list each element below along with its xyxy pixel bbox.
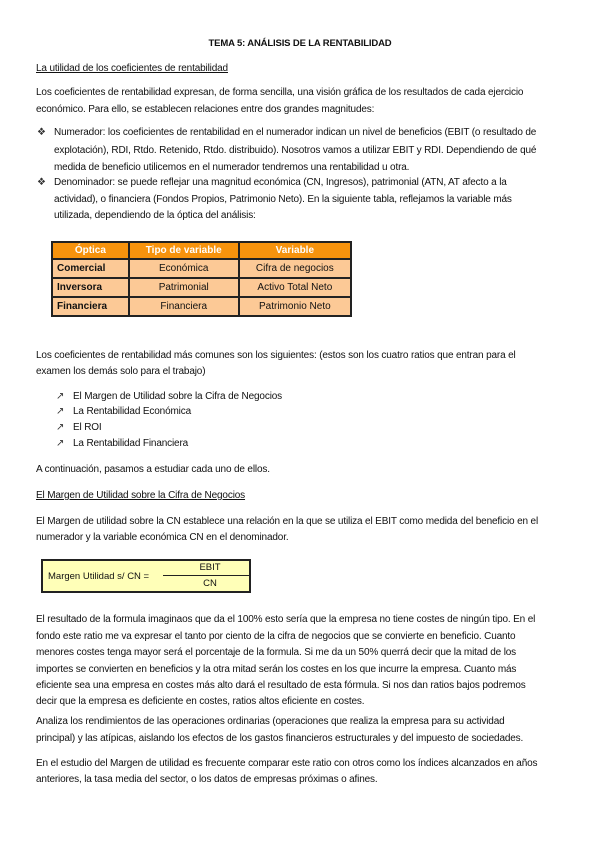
table-header-row [52,242,351,259]
bullet-line: utilizada, dependiendo de la óptica del análisis: [54,210,256,221]
paragraph-line: El resultado de la formula imaginaos que da el 100% esto sería que la empresa no tiene costes de ningún tipo. En el [36,614,536,625]
paragraph-line: Analiza los rendimientos de las operaciones ordinarias (operaciones que realiza la empresa para su actividad [36,716,505,727]
table-cell: Inversora [52,278,129,297]
paragraph-line: principal) y las atípicas, aislando los efectos de los gastos financieros estructurales y del impuesto de sociedades. [36,733,524,744]
ratio-list-item: La Rentabilidad Económica [73,406,191,417]
table-cell: Financiera [52,297,129,316]
arrow-bullet-icon: ↗ [56,406,65,417]
arrow-bullet-icon: ↗ [56,438,65,449]
paragraph-line: Los coeficientes de rentabilidad expresan, de forma sencilla, una visión gráfica de los resultados de cada ejercicio [36,87,524,98]
section-heading: La utilidad de los coeficientes de rentabilidad [36,63,228,74]
variables-table [51,241,352,317]
column-header: Tipo de variable [129,242,239,259]
paragraph-line: numerador y la variable económica CN en el denominador. [36,532,289,543]
table-row [52,259,351,278]
paragraph-line: Los coeficientes de rentabilidad más comunes son los siguientes: (estos son los cuatro ratios que entran para el [36,350,516,361]
diamond-bullet-icon: ❖ [37,177,46,188]
table-cell: Patrimonial [129,278,239,297]
formula-label: Margen Utilidad s/ CN = [48,571,150,582]
ratio-list-item: El ROI [73,422,102,433]
formula-box [41,559,251,593]
document-title: TEMA 5: ANÁLISIS DE LA RENTABILIDAD [208,38,392,49]
paragraph-line: económico. Para ello, se establecen relaciones entre dos grandes magnitudes: [36,104,375,115]
bullet-line: medida de beneficio utilicemos en el numerador tendremos una rentabilidad u otra. [54,162,410,173]
paragraph-line: A continuación, pasamos a estudiar cada uno de ellos. [36,464,270,475]
paragraph-line: examen los demás solo para el trabajo) [36,366,206,377]
column-header: Variable [239,242,351,259]
table-cell: Patrimonio Neto [239,297,351,316]
paragraph-line: decir que la empresa es deficiente en costes, ratios altos eficiente en costes. [36,696,365,707]
column-header: Óptica [52,242,129,259]
bullet-line: Denominador: se puede reflejar una magnitud económica (CN, Ingresos), patrimonial (ATN, AT afecto a la [54,177,507,188]
paragraph-line: anteriores, la tasa media del sector, o los datos de empresas próximas o afines. [36,774,378,785]
bullet-line: explotación), RDI, Rtdo. Retenido, Rtdo. distribuido). Nosotros vamos a utilizar EBIT y RDI. Dependiendo de qué [54,145,537,156]
bullet-line: actividad), o financiera (Fondos Propios, Patrimonio Neto). En la siguiente tabla, reflejamos la variable más [54,194,512,205]
ratio-list-item: El Margen de Utilidad sobre la Cifra de Negocios [73,391,283,402]
table-cell: Cifra de negocios [239,259,351,278]
arrow-bullet-icon: ↗ [56,391,65,402]
formula-denominator: CN [203,578,217,589]
formula-numerator: EBIT [199,562,221,573]
table-row [52,297,351,316]
table-cell: Comercial [52,259,129,278]
paragraph-line: En el estudio del Margen de utilidad es frecuente comparar este ratio con otros como los índices alcanzados en años [36,758,538,769]
bullet-line: Numerador: los coeficientes de rentabilidad en el numerador indican un nivel de beneficios (EBIT (o resultado de [54,127,537,138]
paragraph-line: fondo este ratio me va expresar el tanto por ciento de la cifra de negocios que se convierte en beneficio. Cuanto [36,631,516,642]
table-cell: Activo Total Neto [239,278,351,297]
arrow-bullet-icon: ↗ [56,422,65,433]
diamond-bullet-icon: ❖ [37,127,46,138]
ratio-list-item: La Rentabilidad Financiera [73,438,189,449]
section-heading: El Margen de Utilidad sobre la Cifra de Negocios [36,490,246,501]
paragraph-line: eficiente sea una empresa en costes más alto dará el resultado de esta fórmula. Si nos dan ratios bajos podremos [36,680,526,691]
table-cell: Económica [129,259,239,278]
table-cell: Financiera [129,297,239,316]
table-row [52,278,351,297]
paragraph-line: El Margen de utilidad sobre la CN establece una relación en la que se utiliza el EBIT como medida del beneficio en el [36,516,539,527]
paragraph-line: importes se convierten en beneficios y la otra mitad serán los costes en los que incurre la empresa. Cuanto más [36,664,517,675]
paragraph-line: menores costes tenga mayor será el porcentaje de la formula. Si me da un 50% querrá decir que la mitad de los [36,647,517,658]
fraction-bar [163,575,249,576]
